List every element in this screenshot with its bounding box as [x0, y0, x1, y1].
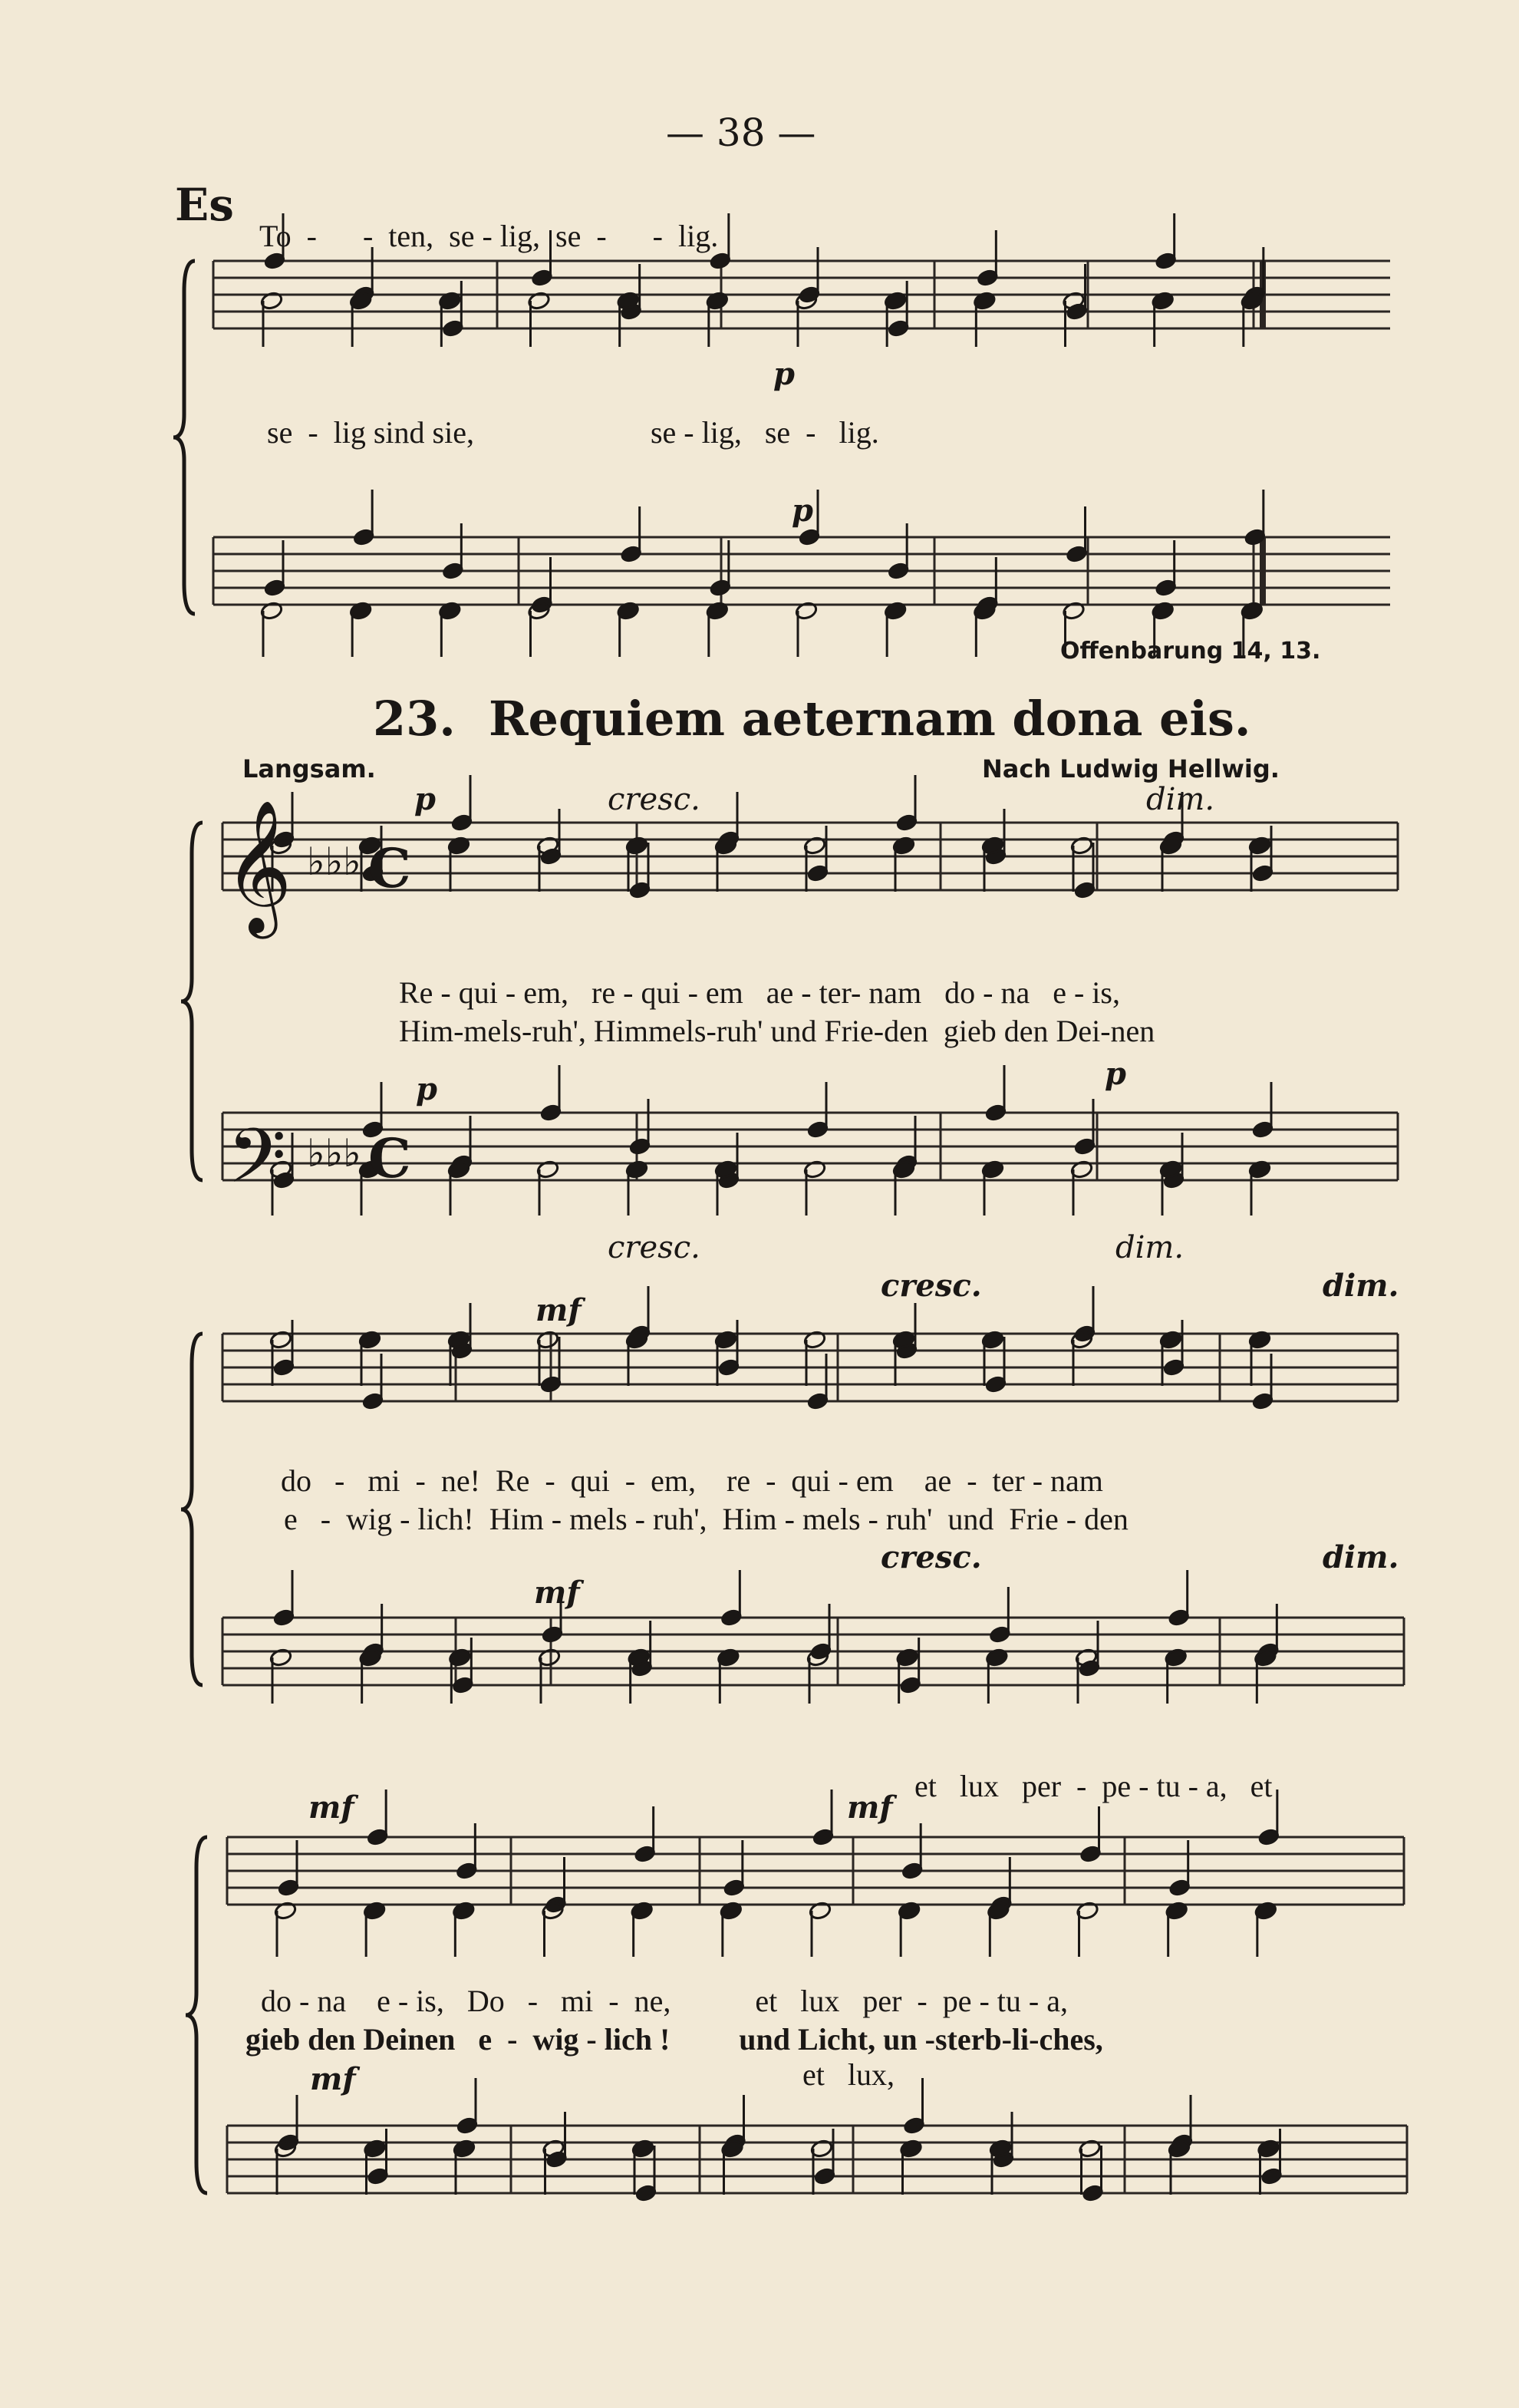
s1-lyrics-line1: Re - qui - em, re - qui - em ae - ter- nam do - na e - is, — [399, 975, 1120, 1010]
s2-bass-mf: mf — [534, 1575, 580, 1611]
page-number: — 38 — — [666, 111, 816, 155]
svg-text:♭♭♭: ♭♭♭ — [307, 840, 361, 884]
s3-lyrics-above: et lux per - pe - tu - a, et — [914, 1769, 1273, 1803]
s2-bass-cresc: cresc. — [881, 1539, 982, 1575]
s3-dyn-mf1: mf — [308, 1790, 354, 1826]
s1-bass-dim: dim. — [1115, 1230, 1185, 1265]
s1-dyn-p: p — [414, 781, 436, 817]
fragment-dyn-p-upper: p — [773, 356, 795, 392]
s1-dyn-cresc: cresc. — [608, 782, 700, 817]
s1-bass-cresc: cresc. — [608, 1230, 700, 1265]
svg-text:C: C — [368, 1126, 411, 1190]
fragment-lyrics-lower: se - lig sind sie, se - lig, se - lig. — [267, 415, 879, 450]
hymn-title: 23. Requiem aeternam dona eis. — [373, 691, 1251, 747]
s2-lyrics-line1: do - mi - ne! Re - qui - em, re - qui - em ae - ter - nam — [281, 1463, 1103, 1498]
s1-bass-dyn-p1: p — [416, 1071, 437, 1107]
svg-text:𝄢: 𝄢 — [227, 1113, 287, 1219]
s1-lyrics-line2: Him-mels-ruh', Himmels-ruh' und Frie-den gieb den Dei-nen — [399, 1014, 1155, 1048]
s2-dyn-mf: mf — [535, 1292, 582, 1328]
s1-dyn-dim: dim. — [1146, 782, 1215, 817]
s3-dyn-mf2: mf — [847, 1790, 893, 1826]
tempo-marking: Langsam. — [242, 754, 376, 783]
s2-dyn-cresc: cresc. — [881, 1268, 982, 1304]
s2-bass-dim: dim. — [1323, 1539, 1399, 1575]
s3-bass-mf: mf — [310, 2061, 356, 2097]
s3-lyrics-line1: do - na e - is, Do - mi - ne, et lux per - pe - tu - a, — [261, 1984, 1068, 2018]
s3-bass-lyrics: et lux, — [802, 2057, 895, 2092]
svg-text:C: C — [368, 836, 411, 900]
key-marker: Es — [175, 179, 234, 231]
composer-credit: Nach Ludwig Hellwig. — [982, 754, 1280, 783]
s2-dyn-dim: dim. — [1323, 1268, 1399, 1304]
s2-lyrics-line2: e - wig - lich! Him - mels - ruh', Him - mels - ruh' und Frie - den — [284, 1502, 1129, 1536]
svg-text:♭♭♭: ♭♭♭ — [307, 1131, 361, 1176]
fragment-dyn-p-lower: p — [792, 493, 813, 529]
fragment-lyrics-upper: To - - ten, se - lig, se - - lig. — [259, 219, 719, 253]
scripture-reference: Offenbarung 14, 13. — [1060, 638, 1321, 665]
svg-text:𝄞: 𝄞 — [224, 800, 292, 933]
s1-bass-dyn-p2: p — [1105, 1056, 1126, 1092]
s3-lyrics-line2: gieb den Deinen e - wig - lich ! und Licht, un -sterb-li-ches, — [245, 2022, 1103, 2057]
